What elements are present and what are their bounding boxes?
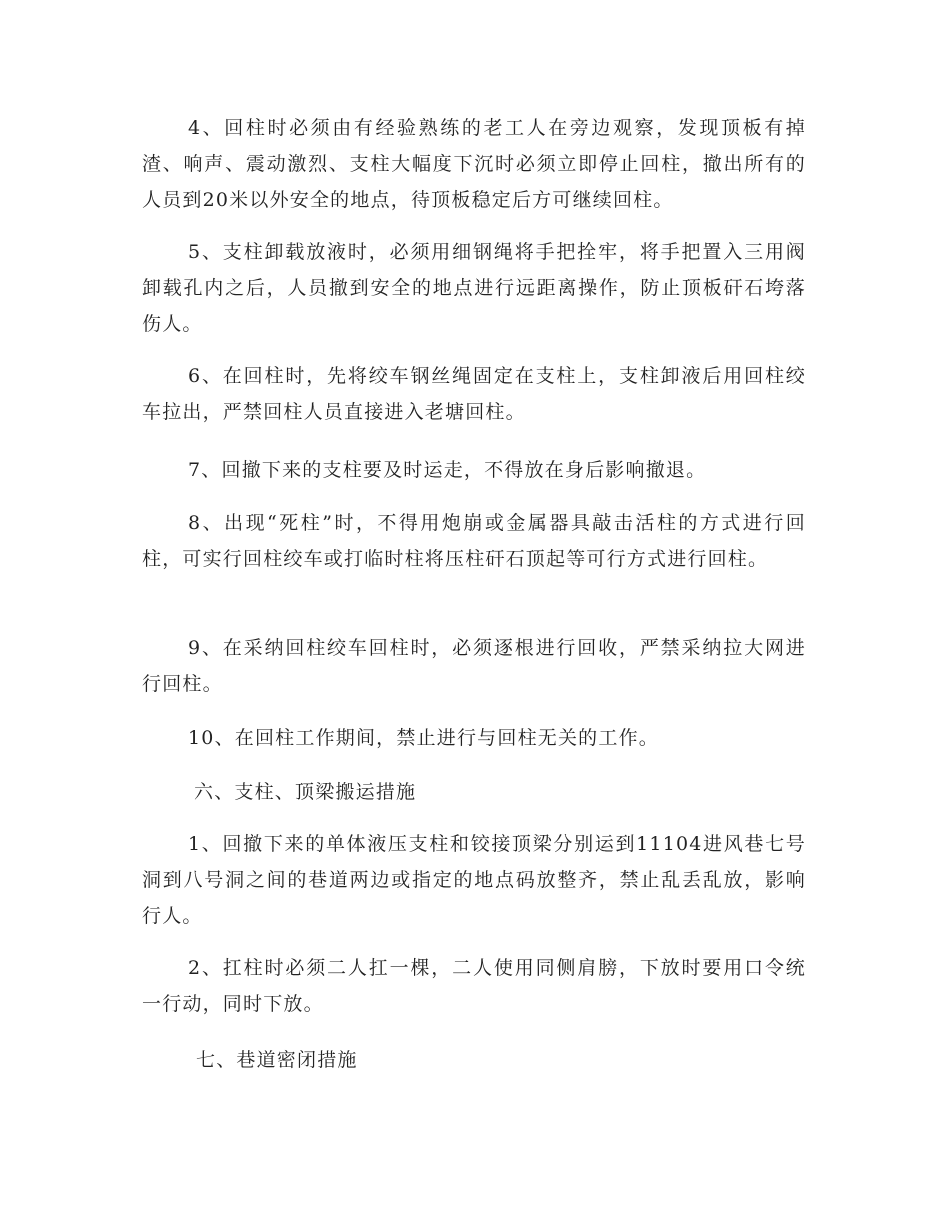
paragraph-item-6: 6、在回柱时，先将绞车钢丝绳固定在支柱上，支柱卸液后用回柱绞车拉出，严禁回柱人员直接进入老塘回柱。 [142, 365, 806, 423]
transport-item-2: 2、扛柱时必须二人扛一棵，二人使用同侧肩膀，下放时要用口令统一行动，同时下放。 [142, 957, 806, 1015]
section-heading-7: 七、巷道密闭措施 [196, 1049, 358, 1071]
paragraph-item-5: 5、支柱卸载放液时，必须用细钢绳将手把拴牢，将手把置入三用阀卸载孔内之后，人员撤到安全的地点进行远距离操作，防止顶板矸石垮落伤人。 [142, 241, 806, 335]
transport-item-1: 1、回撤下来的单体液压支柱和铰接顶梁分别运到11104进风巷七号洞到八号洞之间的巷道两边或指定的地点码放整齐，禁止乱丢乱放，影响行人。 [142, 833, 806, 927]
paragraph-item-4: 4、回柱时必须由有经验熟练的老工人在旁边观察，发现顶板有掉渣、响声、震动激烈、支柱大幅度下沉时必须立即停止回柱，撤出所有的人员到20米以外安全的地点，待顶板稳定后方可继续回柱。 [142, 117, 806, 211]
section-heading-6: 六、支柱、顶梁搬运措施 [194, 781, 417, 803]
paragraph-item-10: 10、在回柱工作期间，禁止进行与回柱无关的工作。 [188, 727, 659, 749]
paragraph-item-8: 8、出现“死柱”时，不得用炮崩或金属器具敲击活柱的方式进行回柱，可实行回柱绞车或打临时柱将压柱矸石顶起等可行方式进行回柱。 [142, 512, 806, 570]
paragraph-item-9: 9、在采纳回柱绞车回柱时，必须逐根进行回收，严禁采纳拉大网进行回柱。 [142, 637, 806, 695]
paragraph-item-7: 7、回撤下来的支柱要及时运走，不得放在身后影响撤退。 [188, 459, 707, 481]
